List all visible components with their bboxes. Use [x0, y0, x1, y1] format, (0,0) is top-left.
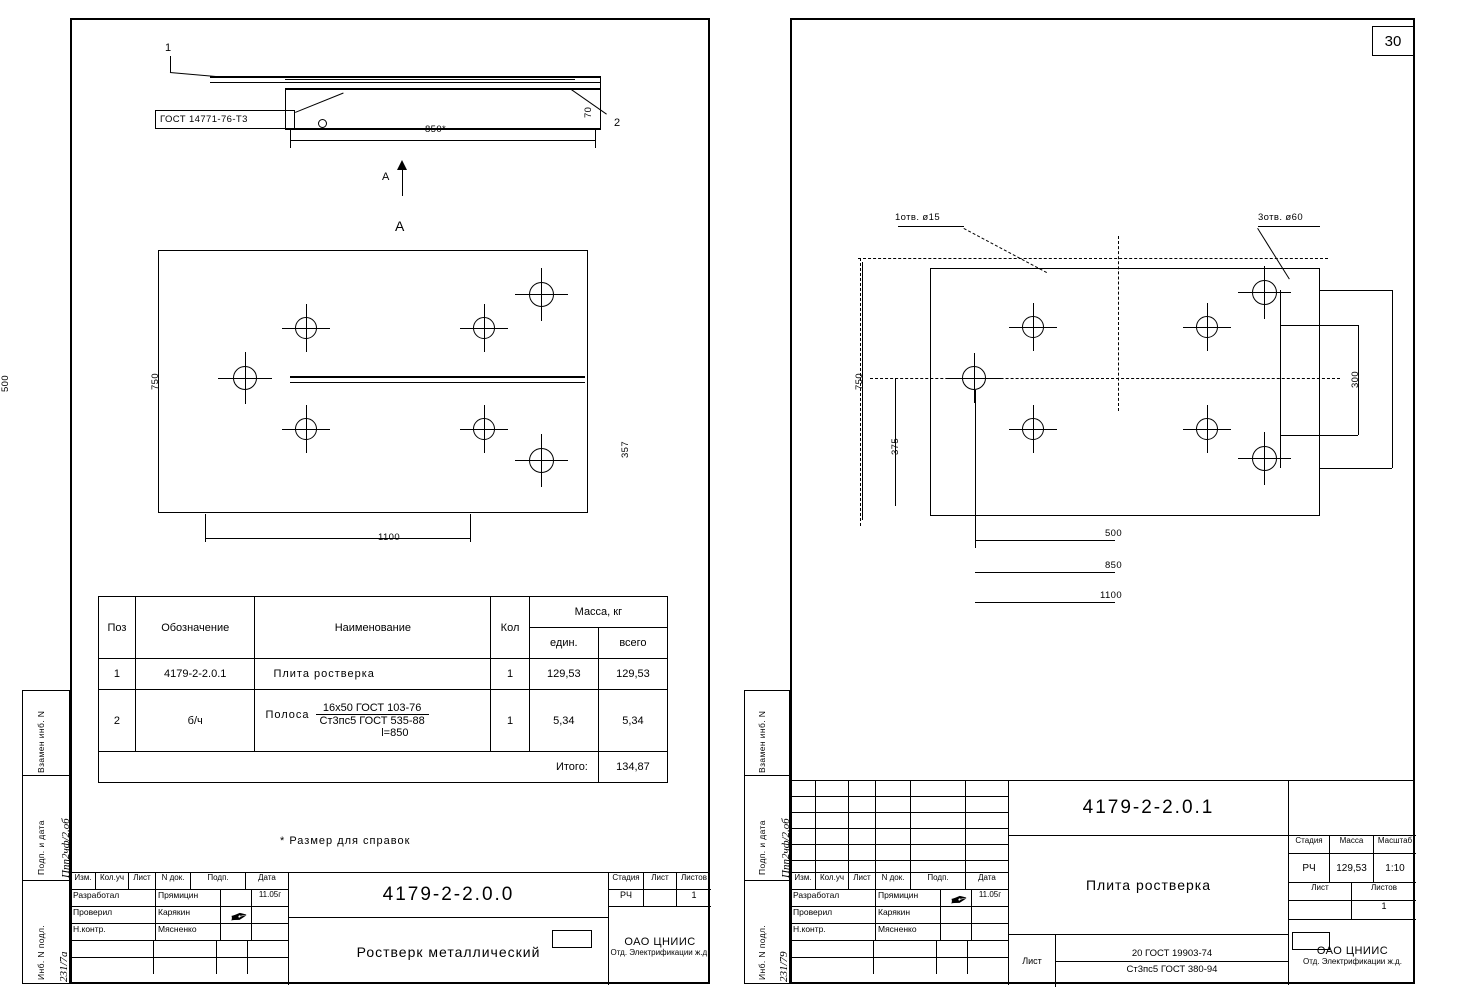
org-logo-left	[552, 930, 592, 948]
tbr-col-list: Лист	[849, 873, 876, 889]
plate-extension-left	[860, 258, 861, 526]
tb-role-0: Разработал	[71, 890, 156, 906]
tbr-listov-v: 1	[1381, 901, 1387, 911]
dim-x-500: 500	[1105, 528, 1123, 539]
tb-listov-h: Листов	[681, 873, 707, 882]
dim-1100-left: 1100	[378, 532, 401, 543]
specification-table	[98, 596, 668, 783]
title-block-right	[790, 780, 1415, 984]
dim-1100-x-line	[975, 602, 1115, 603]
spec-h-mass: Масса, кг	[529, 597, 667, 628]
dim-750-right: 750	[854, 372, 865, 390]
signature-scribble-left: ✒	[225, 903, 249, 932]
tbr-name-0: Прямицин	[876, 890, 941, 906]
view-arrow-a-head	[397, 160, 407, 170]
tb-col-podp: Подп.	[191, 873, 246, 889]
material-label: Лист	[1009, 935, 1056, 987]
dim-300-right: 300	[1350, 370, 1361, 388]
table-row	[99, 690, 668, 752]
org-name-right: ОАО ЦНИИС	[1316, 944, 1389, 957]
offset-rect-top	[1320, 290, 1392, 291]
row2-desig: б/ч	[135, 690, 254, 752]
elevation-top-line	[210, 76, 600, 78]
row1-desig: 4179-2-2.0.1	[135, 659, 254, 690]
tbr-col-izm: Изм.	[791, 873, 816, 889]
tb-list-v	[644, 890, 677, 906]
dim-850: 850*	[425, 124, 447, 135]
spec-total-row	[99, 752, 668, 783]
drawing-title-right: Плита ростверка	[1085, 877, 1212, 893]
row1-unit: 129,53	[529, 659, 598, 690]
plate-outline-right	[930, 268, 1320, 516]
spec-total-value: 134,87	[598, 752, 667, 783]
side-label-podp: Подп. и дата	[36, 820, 46, 875]
offset-rect-bottom	[1320, 468, 1392, 469]
tbr-scale-v: 1:10	[1385, 862, 1405, 874]
side-scribble-r1: 231/79	[778, 951, 790, 982]
tbr-role-0: Разработал	[791, 890, 876, 906]
dim-750-r-line	[862, 262, 863, 520]
spec-h-desig: Обозначение	[135, 597, 254, 659]
row2-name4: l=850	[381, 727, 409, 739]
spec-h-mass-total: всего	[598, 628, 667, 659]
callout-1-leader-v	[170, 56, 171, 72]
tbr-role-2: Н.контр.	[791, 924, 876, 940]
tbr-name-1: Карякин	[876, 907, 941, 923]
view-arrow-a-label: А	[382, 171, 390, 183]
row1-qty: 1	[491, 659, 530, 690]
row2-unit: 5,34	[529, 690, 598, 752]
org-name-left: ОАО ЦНИИС	[624, 935, 696, 948]
row2-name3: Ст3пс5 ГОСТ 535-88	[319, 715, 425, 727]
signature-scribble-right: ✒	[945, 886, 969, 915]
horizontal-centerline	[870, 378, 1340, 379]
tbr-listov-h: Листов	[1371, 883, 1397, 892]
tb-stage-h: Стадия	[609, 873, 644, 889]
side-scribble-1: 231/7а	[58, 951, 70, 982]
view-a-title: А	[395, 218, 406, 234]
annotation-hole60: 3отв. ø60	[1258, 212, 1304, 223]
side-label-inv-r: Инб. N подл.	[757, 924, 767, 980]
callout-1-label: 1	[165, 42, 172, 54]
dim-375-right: 375	[890, 437, 901, 455]
tb-col-kol: Кол.уч	[96, 873, 129, 889]
offset-rect-inner-top	[1280, 325, 1358, 326]
tbr-list-h: Лист	[1289, 883, 1352, 900]
org-logo-right	[1292, 932, 1330, 950]
weld-symbol-circle	[318, 119, 327, 128]
spec-h-name: Наименование	[255, 597, 491, 659]
drawing-title-left: Ростверк металлический	[356, 944, 541, 960]
tb-role-2: Н.контр.	[71, 924, 156, 940]
elevation-plate-right	[600, 76, 601, 130]
tbr-col-podp: Подп.	[911, 873, 966, 889]
annotation-hole15: 1отв. ø15	[895, 212, 941, 223]
view-arrow-a-line	[402, 168, 403, 196]
table-row	[99, 659, 668, 690]
tbr-mass-h: Масса	[1330, 836, 1374, 853]
side-scribble-r2: Ппп2чф/2.об	[780, 818, 792, 878]
tb-col-izm: Изм.	[71, 873, 96, 889]
page-number: 30	[1384, 32, 1402, 50]
dim-850-line	[290, 140, 595, 141]
row1-pos: 1	[99, 659, 136, 690]
tb-stage-v: РЧ	[609, 890, 644, 906]
tbr-mass-v: 129,53	[1330, 854, 1374, 882]
offset-rect-inner-left	[1280, 290, 1281, 468]
row2-name-cell	[255, 690, 491, 752]
tbr-date-0: 11.05г	[978, 890, 1002, 899]
dim-x-850: 850	[1105, 560, 1123, 571]
gost-label: ГОСТ 14771-76-Т3	[160, 114, 248, 125]
row2-qty: 1	[491, 690, 530, 752]
spec-header-row	[99, 597, 668, 628]
row2-pos: 2	[99, 690, 136, 752]
tb-role-1: Проверил	[71, 907, 156, 923]
tbr-stage-v: РЧ	[1289, 854, 1330, 882]
tb-col-list: Лист	[129, 873, 156, 889]
tbr-name-2: Мясненко	[876, 924, 941, 940]
tb-name-0: Прямицин	[156, 890, 221, 906]
tbr-stage-h: Стадия	[1289, 836, 1330, 853]
org-dept-left: Отд. Электрификации ж.д.	[610, 947, 710, 957]
dim-750-left: 750	[150, 372, 161, 390]
tb-date-0: 11.05г	[258, 890, 282, 899]
dim-1100-line	[205, 538, 470, 539]
row1-total: 129,53	[598, 659, 667, 690]
side-label-inv: Инб. N подл.	[36, 924, 46, 980]
tbr-col-ndok: N док.	[876, 873, 911, 889]
tbr-scale-h: Масштаб	[1377, 836, 1413, 845]
title-block-left	[70, 872, 710, 984]
row2-name: Полоса	[265, 708, 310, 721]
org-dept-right: Отд. Электрификации ж.д.	[1303, 956, 1402, 966]
tb-listov-v: 1	[691, 890, 697, 900]
plan-strip-bottom	[290, 382, 585, 383]
row1-name: Плита ростверка	[255, 659, 491, 690]
dim-70: 70	[583, 106, 594, 118]
tb-name-1: Карякин	[156, 907, 221, 923]
material-line-1: 20 ГОСТ 19903-74	[1056, 946, 1288, 962]
vertical-centerline	[1118, 236, 1119, 411]
drawing-number-right: 4179-2-2.0.1	[1082, 797, 1215, 818]
tbr-col-kol: Кол.уч	[816, 873, 849, 889]
dim-500-x-line	[975, 540, 1115, 541]
spec-total-label: Итого:	[99, 752, 599, 783]
dim-357-left: 357	[620, 440, 631, 458]
dim-500-right: 500	[0, 374, 11, 392]
elevation-strip-edge	[285, 79, 575, 80]
plate-extension-top	[858, 258, 1328, 259]
reference-note: * Размер для справок	[280, 835, 411, 847]
dim-850-x-line	[975, 572, 1115, 573]
row2-name2: 16х50 ГОСТ 103-76	[316, 702, 429, 715]
page-number-badge	[1372, 26, 1414, 56]
tb-col-ndok: N док.	[156, 873, 191, 889]
tb-name-2: Мясненко	[156, 924, 221, 940]
material-line-2: Ст3пс5 ГОСТ 380-94	[1126, 963, 1218, 975]
row2-total: 5,34	[598, 690, 667, 752]
drawing-number-left: 4179-2-2.0.0	[382, 884, 515, 905]
side-scribble-2: Ппп2чф/2.об	[60, 818, 72, 878]
dim-x-1100: 1100	[1100, 590, 1123, 601]
offset-rect-inner-bottom	[1280, 435, 1358, 436]
spec-h-qty: Кол	[491, 597, 530, 659]
elevation-plate-top	[285, 88, 600, 90]
side-label-podp-r: Подп. и дата	[757, 820, 767, 875]
spec-h-mass-unit: един.	[529, 628, 598, 659]
plan-strip-top	[290, 376, 585, 378]
side-label-vzamen-r: Взамен инб. N	[757, 710, 767, 773]
side-label-vzamen: Взамен инб. N	[36, 710, 46, 773]
tbr-col-data: Дата	[978, 873, 996, 882]
elevation-mid-line	[210, 82, 600, 83]
tbr-list-v	[1289, 901, 1352, 919]
tb-list-h: Лист	[644, 873, 677, 889]
callout-2-label: 2	[614, 117, 621, 129]
tb-col-data: Дата	[258, 873, 276, 882]
tbr-role-1: Проверил	[791, 907, 876, 923]
offset-rect-right	[1392, 290, 1393, 468]
spec-h-pos: Поз	[99, 597, 136, 659]
